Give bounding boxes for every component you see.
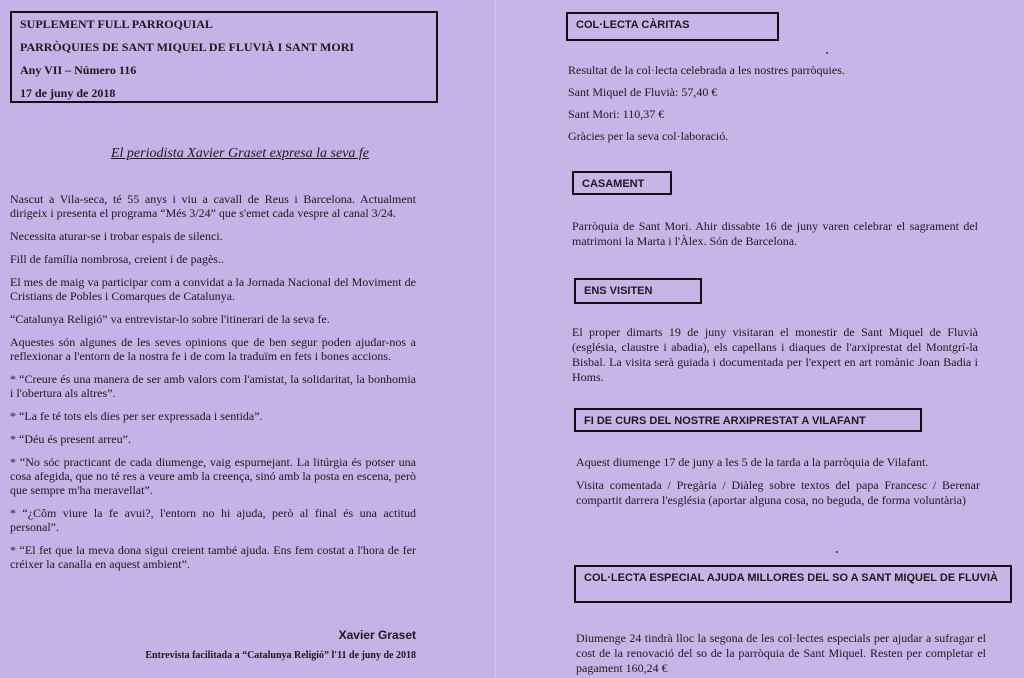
caritas-line: Sant Miquel de Fluvià: 57,40 € <box>568 85 718 99</box>
visiten-heading: ENS VISITEN <box>574 278 702 304</box>
article-paragraph: Aquestes són algunes de les seves opinions que de ben segur poden ajudar-nos a reflexionar a l'entorn de la nostra fe i de com la traduïm en fets i bones accions. <box>10 335 416 363</box>
article-title: El periodista Xavier Graset expresa la seva fe <box>110 146 370 161</box>
masthead-supplement: SUPLEMENT FULL PARROQUIAL <box>20 17 213 31</box>
article-quote: * “¿Côm viure la fe avui?, l'entorn no hi ajuda, però al final és una actitud personal”. <box>10 506 416 534</box>
caritas-text <box>568 62 988 150</box>
speck <box>836 551 838 553</box>
caritas-heading: COL·LECTA CÀRITAS <box>566 12 779 41</box>
so-heading: COL·LECTA ESPECIAL AJUDA MILLORES DEL SO A SANT MIQUEL DE FLUVIÀ <box>574 565 1012 603</box>
ficurs-heading: FI DE CURS DEL NOSTRE ARXIPRESTAT A VILAFANT <box>574 408 922 432</box>
article-paragraph: Fill de família nombrosa, creient i de pagès.. <box>10 252 224 266</box>
left-page <box>0 0 494 678</box>
casament-heading: CASAMENT <box>572 171 672 195</box>
ficurs-paragraph: Aquest diumenge 17 de juny a les 5 de la tarda a la parròquia de Vilafant. <box>576 455 929 469</box>
caritas-line: Sant Mori: 110,37 € <box>568 107 665 121</box>
masthead-box <box>10 11 438 103</box>
masthead-parishes: PARRÒQUIES DE SANT MIQUEL DE FLUVIÀ I SANT MORI <box>20 40 355 54</box>
article-paragraph: El mes de maig va participar com a convidat a la Jornada Nacional del Moviment de Cristians de Pobles i Comarques de Catalunya. <box>10 275 416 303</box>
article-quote: * “La fe té tots els dies per ser expressada i sentida”. <box>10 409 263 423</box>
article-body <box>10 192 416 580</box>
caritas-line: Resultat de la col·lecta celebrada a les nostres parròquies. <box>568 63 845 77</box>
article-paragraph: Nascut a Vila-seca, té 55 anys i viu a cavall de Reus i Barcelona. Actualment dirigeix i presenta el programa “Més 3/24” que s'emet cada vespre al canal 3/24. <box>10 192 416 220</box>
article-source: Entrevista facilitada a “Catalunya Religió” l'11 de juny de 2018 <box>145 650 416 661</box>
masthead-date: 17 de juny de 2018 <box>20 86 116 100</box>
article-quote: * “El fet que la meva dona sigui creient també ajuda. Ens fem costat a l'hora de fer créixer la canalla en aquest ambient”. <box>10 543 416 571</box>
right-page <box>496 0 1024 678</box>
article-quote: * “No sóc practicant de cada diumenge, vaig espurnejant. La litúrgia és potser una cosa afegida, que no té res a veure amb la creença, sinó amb la posta en escena, però que sempre m'ha meravellat”. <box>10 455 416 497</box>
ficurs-text <box>576 455 980 516</box>
caritas-line: Gràcies per la seva col·laboració. <box>568 129 729 143</box>
article-paragraph: Necessita aturar-se i trobar espais de silenci. <box>10 229 223 243</box>
masthead-issue: Any VII – Número 116 <box>20 63 137 77</box>
article-paragraph: “Catalunya Religió” va entrevistar-lo sobre l'itinerari de la seva fe. <box>10 312 330 326</box>
speck <box>826 52 828 54</box>
visiten-text: El proper dimarts 19 de juny visitaran el monestir de Sant Miquel de Fluvià (església, claustre i abadia), els capellans i diaques de l'arxiprestat del Montgrí-la Bisbal. La visita serà guiada i documentada per l'expert en art romànic Joan Badia i Homs. <box>572 325 978 384</box>
so-text: Diumenge 24 tindrà lloc la segona de les col·lectes especials per ajudar a sufragar el cost de la renovació del so de la parròquia de Sant Miquel. Resten per completar el pagament 160,24 € <box>576 631 986 675</box>
article-quote: * “Déu és present arreu”. <box>10 432 131 446</box>
ficurs-paragraph: Visita comentada / Pregària / Diàleg sobre textos del papa Francesc / Berenar compartit darrera l'església (aportar alguna cosa, no beguda, de forma voluntària) <box>576 478 980 507</box>
article-quote: * “Creure és una manera de ser amb valors com l'amistat, la solidaritat, la bonhomia i l'obertura als altres”. <box>10 372 416 400</box>
article-author: Xavier Graset <box>338 628 416 642</box>
casament-text: Parròquia de Sant Mori. Ahir dissabte 16 de juny varen celebrar el sagrament del matrimoni la Marta i l'Àlex. Són de Barcelona. <box>572 219 978 248</box>
